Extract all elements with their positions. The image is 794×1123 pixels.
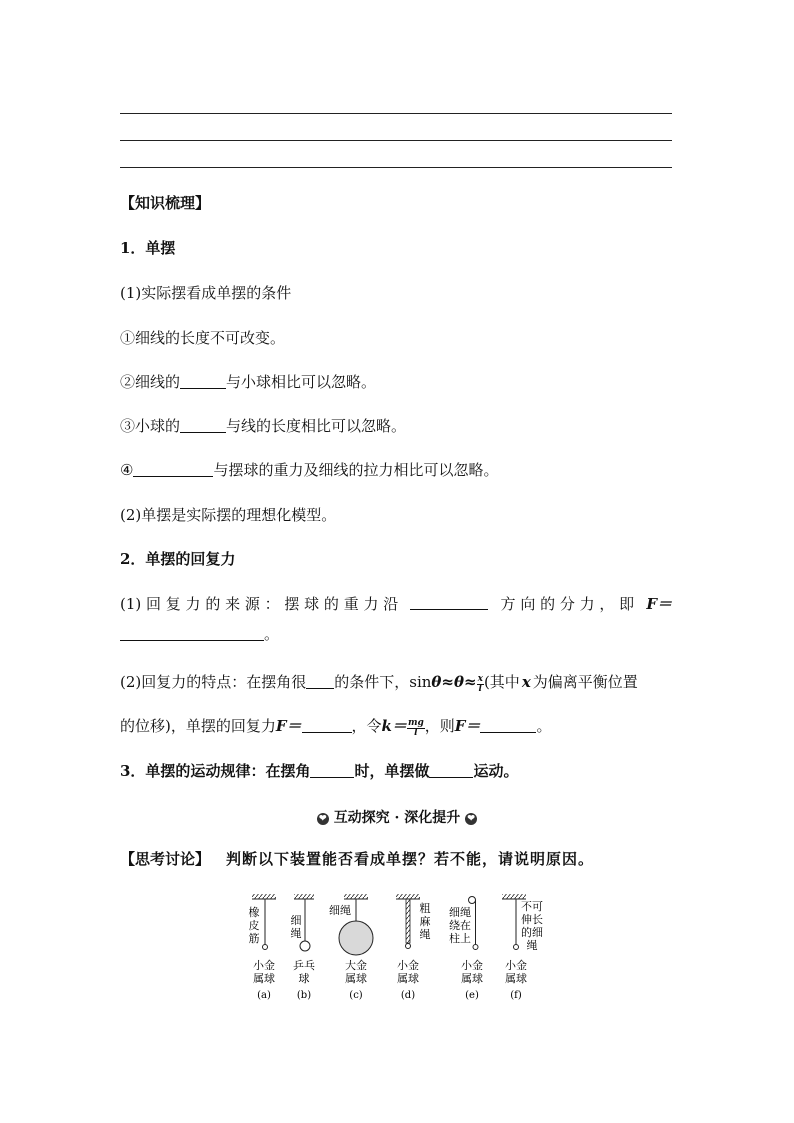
line3-c: ，则 <box>424 717 455 735</box>
line3-d: 。 <box>536 717 552 735</box>
cond4-pre: ④ <box>120 461 134 479</box>
device-a-bottom-0: 小金 <box>253 959 275 972</box>
section2-heading <box>0 808 794 828</box>
line3-a: 的位移)，单摆的回复力 <box>120 717 276 735</box>
answer-rule-3 <box>120 167 672 168</box>
heart-icon: ❤ <box>317 813 329 825</box>
line2-a: (2)回复力的特点：在摆角很 <box>120 673 307 691</box>
device-b-side-0: 细 <box>290 914 302 927</box>
line2-x-var: x <box>521 673 531 691</box>
item2-title: 2．单摆的回复力 <box>120 550 236 568</box>
device-e-bottom-0: 小金 <box>461 959 483 972</box>
device-c <box>329 894 373 1001</box>
item2-line3 <box>120 716 672 738</box>
device-b-tag: (b) <box>296 990 312 1001</box>
device-f-side-1: 伸长 <box>521 913 543 926</box>
line3-F-eq: F＝ <box>275 717 302 735</box>
device-f <box>502 894 543 1001</box>
device-e-side-0: 细绳 <box>449 906 471 919</box>
line3-F-blank[interactable] <box>302 717 352 733</box>
fraction-x-over-l <box>477 675 484 694</box>
cond3-blank[interactable] <box>180 417 226 433</box>
item3-line <box>120 761 672 781</box>
device-f-bottom-1: 属球 <box>505 972 527 985</box>
device-c-bottom-1: 属球 <box>345 972 367 985</box>
frac-k-num: mg <box>407 718 424 728</box>
item1-cond4 <box>120 460 672 480</box>
frac-k-den: l <box>414 728 418 738</box>
device-f-tag: (f) <box>510 990 522 1001</box>
device-a-side-2: 筋 <box>248 932 260 945</box>
line1-F-eq: F＝ <box>646 595 672 613</box>
cond4-blank[interactable] <box>133 461 213 477</box>
device-b <box>291 894 316 1001</box>
line1-end-mark: 。 <box>264 625 280 643</box>
device-f-side-3: 绳 <box>526 939 538 952</box>
device-d-side-2: 绳 <box>419 928 431 941</box>
device-d-side-0: 粗 <box>419 902 431 915</box>
line2-c: (其中 <box>483 673 520 691</box>
heart-icon: ❤ <box>465 813 477 825</box>
device-a-side-0: 橡 <box>248 906 260 919</box>
item1-cond1: ①细线的长度不可改变。 <box>120 329 286 347</box>
cond3-pre: ③小球的 <box>120 417 181 435</box>
device-a-side-1: 皮 <box>248 919 260 932</box>
device-b-side-1: 绳 <box>290 927 302 940</box>
device-e-side-2: 柱上 <box>449 932 471 945</box>
device-d-side-1: 麻 <box>419 915 431 928</box>
device-c-tag: (c) <box>349 990 363 1001</box>
answer-rule-1 <box>120 113 672 114</box>
item2-line1-cont <box>120 624 672 644</box>
device-c-side-0: 细绳 <box>329 904 351 917</box>
device-e <box>449 897 483 1002</box>
device-f-side-2: 的细 <box>521 926 543 939</box>
device-c-bottom-0: 大金 <box>345 959 367 972</box>
device-a <box>249 894 277 1001</box>
line3-b: ，令 <box>351 717 382 735</box>
item3-motion-blank[interactable] <box>429 762 473 778</box>
line1-pre: (1) 回 复 力 的 来 源 ： 摆 球 的 重 力 沿 <box>120 595 399 613</box>
device-d-bottom-0: 小金 <box>397 959 419 972</box>
line2-d: 为偏离平衡位置 <box>532 673 638 691</box>
device-d-bottom-1: 属球 <box>397 972 419 985</box>
item1-cond2 <box>120 372 672 392</box>
discussion-line <box>120 849 672 869</box>
cond2-blank[interactable] <box>180 373 226 389</box>
device-f-side-0: 不可 <box>521 900 543 913</box>
device-e-bottom-1: 属球 <box>461 972 483 985</box>
line2-angle-blank[interactable] <box>306 673 334 689</box>
line1-direction-blank[interactable] <box>410 594 488 610</box>
item1-sub2: (2)单摆是实际摆的理想化模型。 <box>120 506 337 524</box>
device-a-tag: (a) <box>257 990 271 1001</box>
pendulum-figure <box>240 892 560 1012</box>
device-e-tag: (e) <box>465 990 479 1001</box>
cond2-pre: ②细线的 <box>120 373 181 391</box>
discussion-text: 判断以下装置能否看成单摆？若不能，请说明原因。 <box>226 850 595 868</box>
item3-post: 运动。 <box>473 762 519 780</box>
device-a-bottom-1: 属球 <box>253 972 275 985</box>
line3-k-eq: k＝ <box>381 717 407 735</box>
frac-x-num: x <box>477 674 483 684</box>
frac-x-den: l <box>478 684 482 694</box>
line3-F2-blank[interactable] <box>480 717 536 733</box>
line1-F-blank[interactable] <box>120 625 264 641</box>
fraction-mg-over-l <box>407 719 425 738</box>
device-b-bottom-0: 乒乓 <box>293 959 315 972</box>
answer-rule-2 <box>120 140 672 141</box>
cond4-post: 与摆球的重力及细线的拉力相比可以忽略。 <box>213 461 499 479</box>
item2-line1 <box>120 594 672 614</box>
device-d-tag: (d) <box>400 990 416 1001</box>
item1-title: 1．单摆 <box>120 239 176 257</box>
item1-sub1: (1)实际摆看成单摆的条件 <box>120 284 292 302</box>
line3-F-eq2: F＝ <box>454 717 481 735</box>
device-e-side-1: 绕在 <box>449 919 471 932</box>
discussion-label: 【思考讨论】 <box>120 850 211 868</box>
cond2-post: 与小球相比可以忽略。 <box>226 373 377 391</box>
section-knowledge-heading: 【知识梳理】 <box>120 194 211 212</box>
line2-theta: θ≈θ≈ <box>431 673 477 691</box>
item1-cond3 <box>120 416 672 436</box>
device-f-bottom-0: 小金 <box>505 959 527 972</box>
section2-title: 互动探究 · 深化提升 <box>333 810 461 826</box>
line2-b: 的条件下，sin <box>334 673 432 691</box>
line1-post: 方 向 的 分 力 ， 即 <box>500 595 635 613</box>
item3-mid: 时，单摆做 <box>354 762 430 780</box>
item3-pre: 3．单摆的运动规律：在摆角 <box>120 762 311 780</box>
item2-line2 <box>120 672 672 694</box>
device-b-bottom-1: 球 <box>298 972 310 985</box>
device-d <box>396 894 431 1001</box>
cond3-post: 与线的长度相比可以忽略。 <box>226 417 407 435</box>
item3-angle-blank[interactable] <box>310 762 354 778</box>
